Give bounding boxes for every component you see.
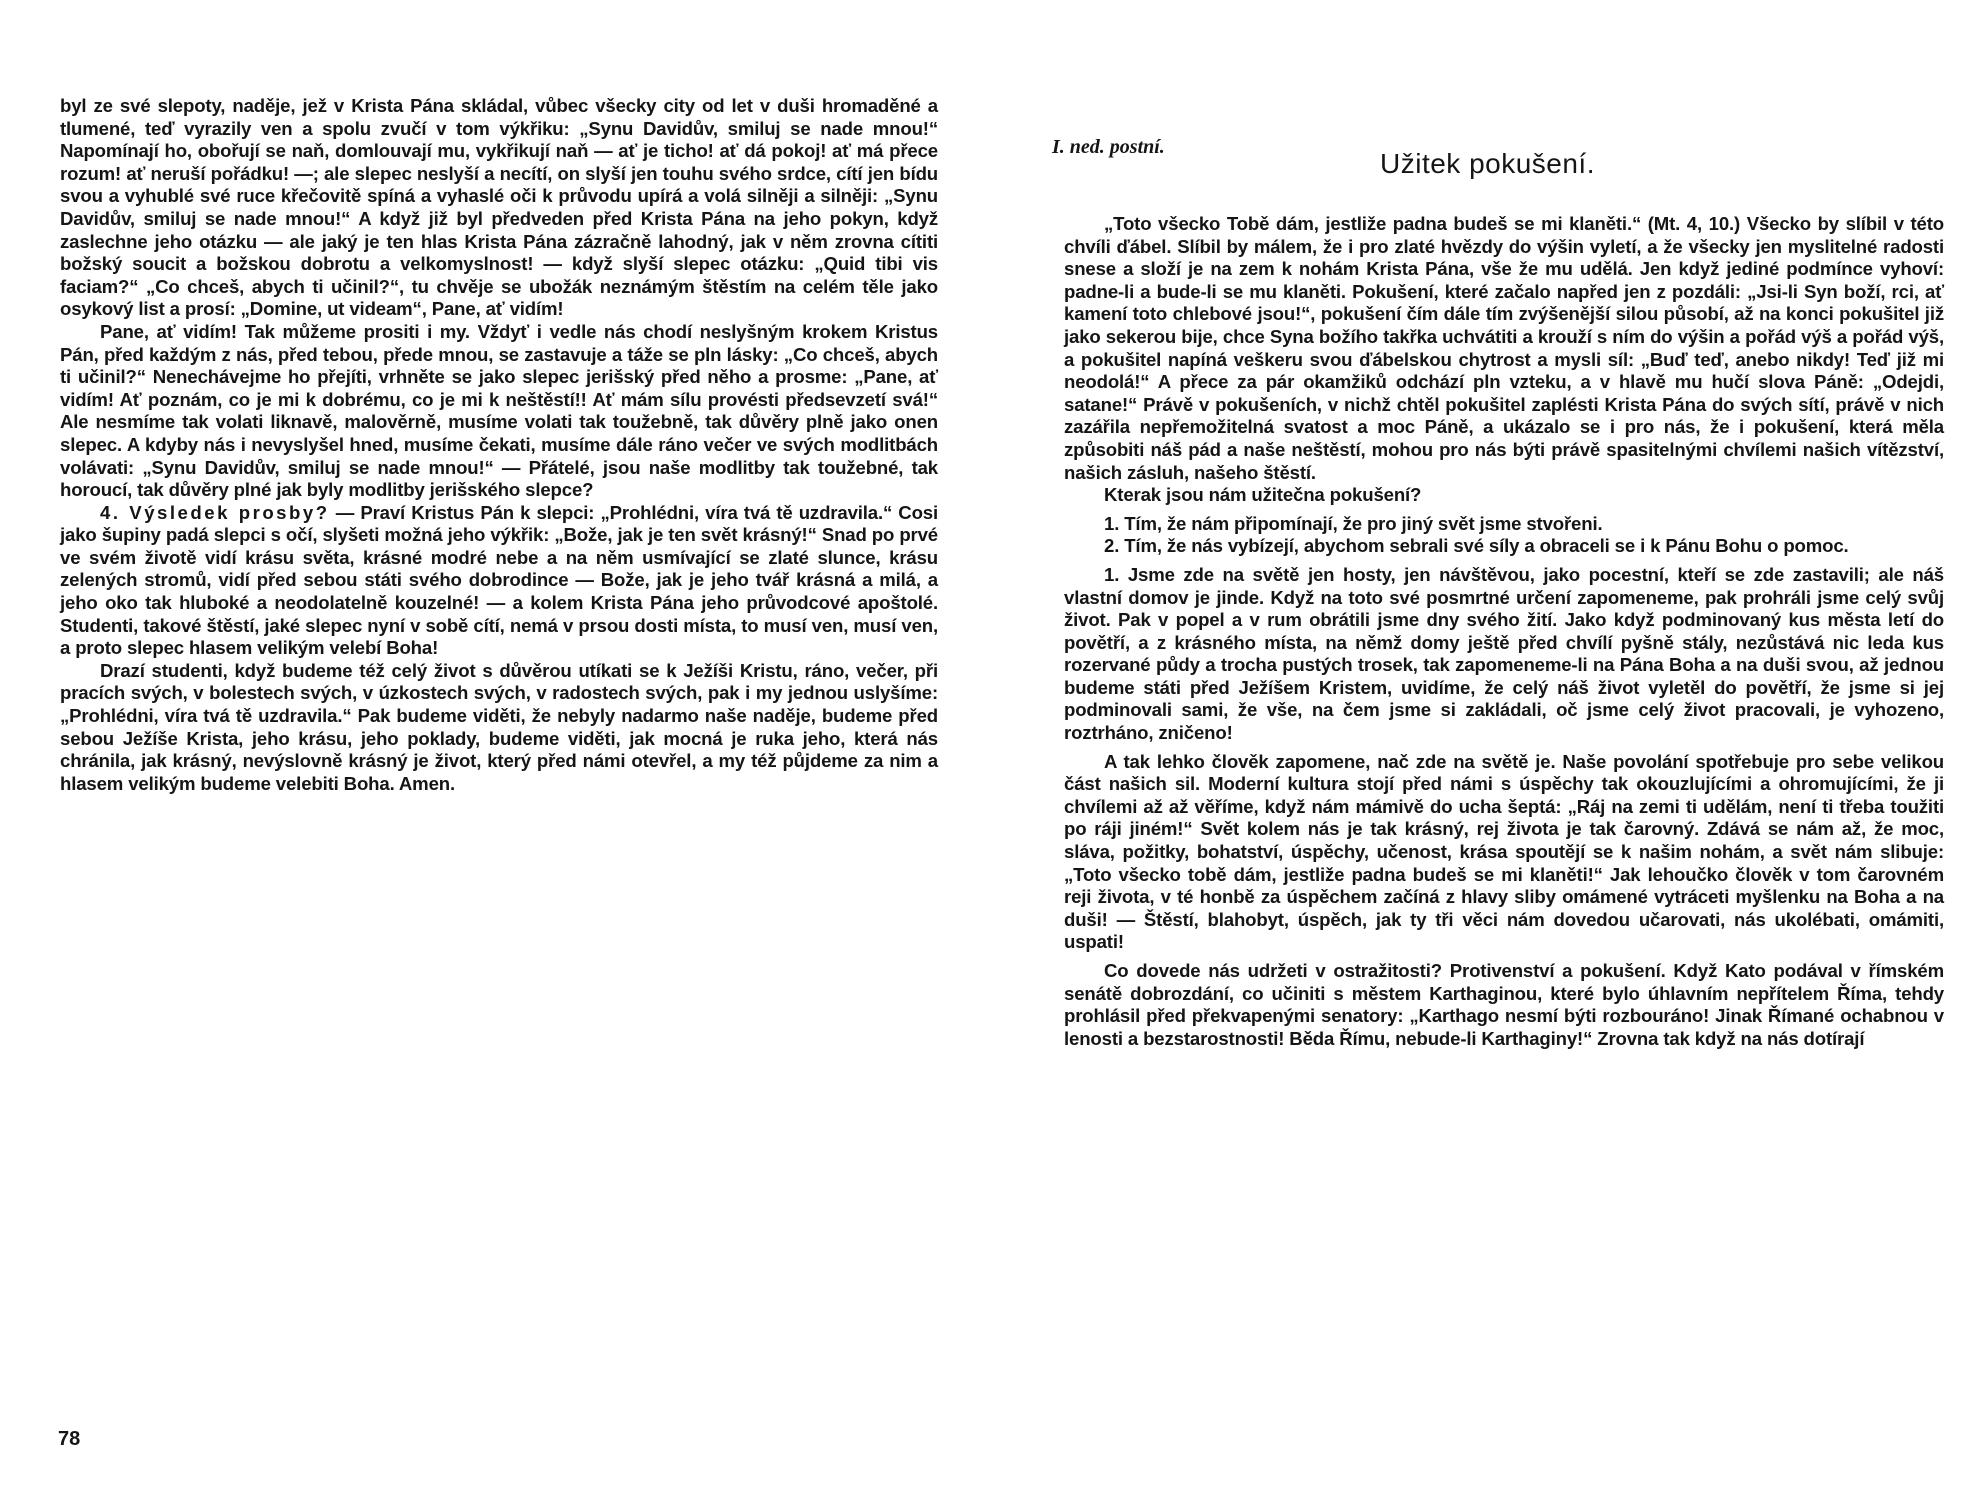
- paragraph: 1. Jsme zde na světě jen hosty, jen návštěvou, jako pocestní, kteří se zde zastavili; ale náš vlastní domov je jinde. Když na toto své posmrtné určení zapomeneme, pak prohráli jsme celý svůj život. Pak v popel a v rum obrátili jsme dny svého žití. Jako když podminovaný kus města letí do povětří, a z krásného místa, na němž domy ještě před chvílí pyšně stály, nezůstává nic leda kus rozervané půdy a trocha pustých trosek, tak zapomeneme-li na Pána Boha a na duši svou, až jednou budeme státi před Ježíšem Kristem, uvidíme, že celý náš život vyletěl do povětří, že jsme si jej podminovali sami, že vše, na čem jsme si zakládali, oč jsme celý život pracovali, je vyhozeno, roztrháno, zničeno!: [1064, 563, 1944, 744]
- chapter-title: Užitek pokušení.: [1380, 148, 1595, 179]
- left-page-text: byl ze své slepoty, naděje, jež v Krista Pána skládal, vůbec všecky city od let v duši hromaděné a tlumené, teď vyrazily ven a spolu zvučí v tom výkřiku: „Synu Davidův, smiluj se nade mnou!“ Napomínají ho, obořují se naň, domlouvají mu, vykřikují naň — ať je ticho! ať dá pokoj! ať má přece rozum! ať neruší pořádku! —; ale slepec neslyší a necítí, on slyší jen touhu svého srdce, cítí jen bídu svou a vyhublé své ruce křečovitě spíná a vyhaslé oči k průvodu upírá a volá silněji a silněji: „Synu Davidův, smiluj se nade mnou!“ A když již byl předveden před Krista Pána na jeho pokyn, když zaslechne jeho otázku — ale jaký je ten hlas Krista Pána zázračně lahodný, jak v něm zrovna cítiti božský soucit a božskou dobrotu a velkomyslnost! — když slyší slepec otázku: „Quid tibi vis faciam?“ „Co chceš, abych ti učinil?“, tu chvěje se ubožák neznámým štěstím na celém těle jako osykový list a prosí: „Domine, ut videam“, Pane, ať vidím! Pane, ať vidím! Tak můžeme prositi i my. Vždyť i vedle nás chodí neslyšným krokem Kristus Pán, před každým z nás, před tebou, přede mnou, se zastavuje a táže se pln lásky: „Co chceš, abych ti učinil?“ Nenechávejme ho přejíti, vrhněte se jako slepec jerišský před něho a prosme: „Pane, ať vidím! Ať poznám, co je mi k dobrému, co je mi k neštěstí!! Ať mám sílu provésti předsevzetí svá!“ Ale nesmíme tak volati liknavě, malověrně, musíme volati tak toužebně, tak důvěry plně jako onen slepec. A kdyby nás i nevyslyšel hned, musíme čekati, musíme dále ráno večer ve svých modlitbách volávati: „Synu Davidův, smiluj se nade mnou!“ — Přátelé, jsou naše modlitby tak toužebné, tak horoucí, tak důvěry plné jak byly modlitby jerišského slepce? 4. Výsledek prosby? — Praví Kristus Pán k slepci: „Prohlédni, víra tvá tě uzdravila.“ Cosi jako šupiny padá slepci s očí, slyšeti možná jeho výkřik: „Bože, jak je ten svět krásný!“ Snad po prvé ve svém životě vidí krásu světa, krásné modré nebe a na něm usmívající se zlaté slunce, krásu zelených stromů, vidí před sebou státi svého dobrodince — Bože, jak je jeho tvář krásná a milá, a jeho oko tak hluboké a neodolatelně kouzelné! — a kolem Krista Pána jeho průvodcové apoštolé. Studenti, takové štěstí, jaké slepec nyní v sobě cítí, nemá v prsou dosti místa, to musí ven, musí ven, a proto slepec hlasem velikým velebí Boha! Drazí studenti, když budeme též celý život s důvěrou utíkati se k Ježíši Kristu, ráno, večer, při pracích svých, v bolestech svých, v úzkostech svých, v radostech svých, pak i my jednou uslyšíme: „Prohlédni, víra tvá tě uzdravila.“ Pak budeme viděti, že nebyly nadarmo naše naděje, budeme před sebou Ježíše Krista, jeho krásu, jeho poklady, budeme viděti, jak mocná je ruka jeho, která nás chránila, jak krásný, nevýslovně krásný je život, který před námi otevřel, a my též půjdeme za nim a hlasem velikým budeme velebiti Boha. Amen.: [60, 95, 938, 794]
- page-number: 78: [58, 1428, 81, 1450]
- paragraph: byl ze své slepoty, naděje, jež v Krista Pána skládal, vůbec všecky city od let v duši hromaděné a tlumené, teď vyrazily ven a spolu zvučí v tom výkřiku: „Synu Davidův, smiluj se nade mnou!“ Napomínají ho, obořují se naň, domlouvají mu, vykřikují naň — ať je ticho! ať dá pokoj! ať má přece rozum! ať neruší pořádku! —; ale slepec neslyší a necítí, on slyší jen touhu svého srdce, cítí jen bídu svou a vyhublé své ruce křečovitě spíná a vyhaslé oči k průvodu upírá a volá silněji a silněji: „Synu Davidův, smiluj se nade mnou!“ A když již byl předveden před Krista Pána na jeho pokyn, když zaslechne jeho otázku — ale jaký je ten hlas Krista Pána zázračně lahodný, jak v něm zrovna cítiti božský soucit a božskou dobrotu a velkomyslnost! — když slyší slepec otázku: „Quid tibi vis faciam?“ „Co chceš, abych ti učinil?“, tu chvěje se ubožák neznámým štěstím na celém těle jako osykový list a prosí: „Domine, ut videam“, Pane, ať vidím!: [60, 95, 938, 320]
- paragraph: „Toto všecko Tobě dám, jestliže padna budeš se mi klaněti.“ (Mt. 4, 10.) Všecko by slíbil v této chvíli ďábel. Slíbil by málem, že i pro zlaté hvězdy do výšin vyletí, a že všecky jen myslitelné radosti snese a složí je na zem k nohám Krista Pána, vše že mu udělá. Jen když jediné podmínce vyhoví: padne-li a bude-li se mu klaněti. Pokušení, které začalo napřed jen z pozdáli: „Jsi-li Syn boží, rci, ať kamení toto chlebové jsou!“, pokušení čím dále tím zvýšenější silou působí, až na konci pokušitel již jako sekerou bije, chce Syna božího takřka uchvátiti a krouží s ním do výšin a pořád výš a pořád výš, a pokušitel napíná veškeru svou ďábelskou chytrost a mysli síl: „Buď teď, anebo nikdy! Teď již mi neodolá!“ A přece za pár okamžiků odchází pln vzteku, a v hlavě mu hučí slova Páně: „Odejdi, satane!“ Právě v pokušeních, v nichž chtěl pokušitel zaplésti Krista Pána do svých sítí, právě v nich zazářila nepřemožitelná svatost a moc Páně, a ukázalo se i pro nás, že i pokušení, která měla způsobiti náš pád a naše neštěstí, mohou pro nás býti právě spasitelnými chvílemi našich vítězství, našich zásluh, našeho štěstí.: [1064, 213, 1944, 483]
- point-1: 1. Tím, že nám připomínají, že pro jiný svět jsme stvořeni.: [1104, 512, 1603, 534]
- question: Kterak jsou nám užitečna pokušení?: [1104, 484, 1422, 506]
- paragraph: Drazí studenti, když budeme též celý život s důvěrou utíkati se k Ježíši Kristu, ráno, večer, při pracích svých, v bolestech svých, v úzkostech svých, v radostech svých, pak i my jednou uslyšíme: „Prohlédni, víra tvá tě uzdravila.“ Pak budeme viděti, že nebyly nadarmo naše naděje, budeme před sebou Ježíše Krista, jeho krásu, jeho poklady, budeme viděti, jak mocná je ruka jeho, která nás chránila, jak krásný, nevýslovně krásný je život, který před námi otevřel, a my též půjdeme za nim a hlasem velikým budeme velebiti Boha. Amen.: [60, 659, 938, 794]
- paragraph: Praví Kristus Pán k slepci: „Prohlédni, víra tvá tě uzdravila.“ Cosi jako šupiny padá slepci s očí, slyšeti možná jeho výkřik: „Bože, jak je ten svět krásný!“ Snad po prvé ve svém životě vidí krásu světa, krásné modré nebe a na něm usmívající se zlaté slunce, krásu zelených stromů, vidí před sebou státi svého dobrodince — Bože, jak je jeho tvář krásná a milá, a jeho oko tak hluboké a neodolatelně kouzelné! — a kolem Krista Pána jeho průvodcové apoštolé. Studenti, takové štěstí, jaké slepec nyní v sobě cítí, nemá v prsou dosti místa, to musí ven, musí ven, a proto slepec hlasem velikým velebí Boha!: [60, 501, 938, 659]
- paragraph: Co dovede nás udržeti v ostražitosti? Protivenství a pokušení. Když Kato podával v římském senátě dobrozdání, co učiniti s městem Karthaginou, které bylo úhlavním nepřítelem Říma, tehdy prohlásil před překvapenými senatory: „Karthago nesmí býti rozbouráno! Jinak Římané ochabnou v lenosti a bezstarostnosti! Běda Římu, nebude-li Karthaginy!“ Zrovna tak když na nás dotírají: [1064, 960, 1944, 1049]
- section-heading: 4. Výsledek prosby?: [100, 501, 330, 523]
- point-2: 2. Tím, že nás vybízejí, abychom sebrali své síly a obraceli se i k Pánu Bohu o pomoc.: [1104, 535, 1849, 557]
- paragraph: Pane, ať vidím! Tak můžeme prositi i my. Vždyť i vedle nás chodí neslyšným krokem Kristus Pán, před každým z nás, před tebou, přede mnou, se zastavuje a táže se pln lásky: „Co chceš, abych ti učinil?“ Nenechávejme ho přejíti, vrhněte se jako slepec jerišský před něho a prosme: „Pane, ať vidím! Ať poznám, co je mi k dobrému, co je mi k neštěstí!! Ať mám sílu provésti předsevzetí svá!“ Ale nesmíme tak volati liknavě, malověrně, musíme volati tak toužebně, tak důvěry plně jako onen slepec. A kdyby nás i nevyslyšel hned, musíme čekati, musíme dále ráno večer ve svých modlitbách volávati: „Synu Davidův, smiluj se nade mnou!“ — Přátelé, jsou naše modlitby tak toužebné, tak horoucí, tak důvěry plné jak byly modlitby jerišského slepce?: [60, 320, 938, 501]
- running-header: I. ned. postní.: [1052, 136, 1165, 158]
- right-page-text: [1064, 213, 1944, 1050]
- paragraph: A tak lehko člověk zapomene, nač zde na světě je. Naše povolání spotřebuje pro sebe velikou část našich sil. Moderní kultura stojí před námi s úspěchy tak okouzlujícími a ohromujícími, že ji chvílemi až až věříme, když nám mámivě do ucha šeptá: „Ráj na zemi ti udělám, není ti třeba toužiti po ráji jiném!“ Svět kolem nás je tak krásný, rej života je tak čarovný. Zdává se nám až, že moc, sláva, požitky, bohatství, úspěchy, učenost, krása spoutějí se k našim nohám, a svět nám slibuje: „Toto všecko tobě dám, jestliže padna budeš se mi klaněti!“ Jak lehoučko člověk v tom čarovném reji života, v té honbě za úspěchem začíná z hlavy sliby omámené vytráceti myšlenku na Boha a na duši! — Štěstí, blahobyt, úspěch, jak ty tři věci nám dovedou učarovati, nás ukolébati, omámiti, uspati!: [1064, 750, 1944, 953]
